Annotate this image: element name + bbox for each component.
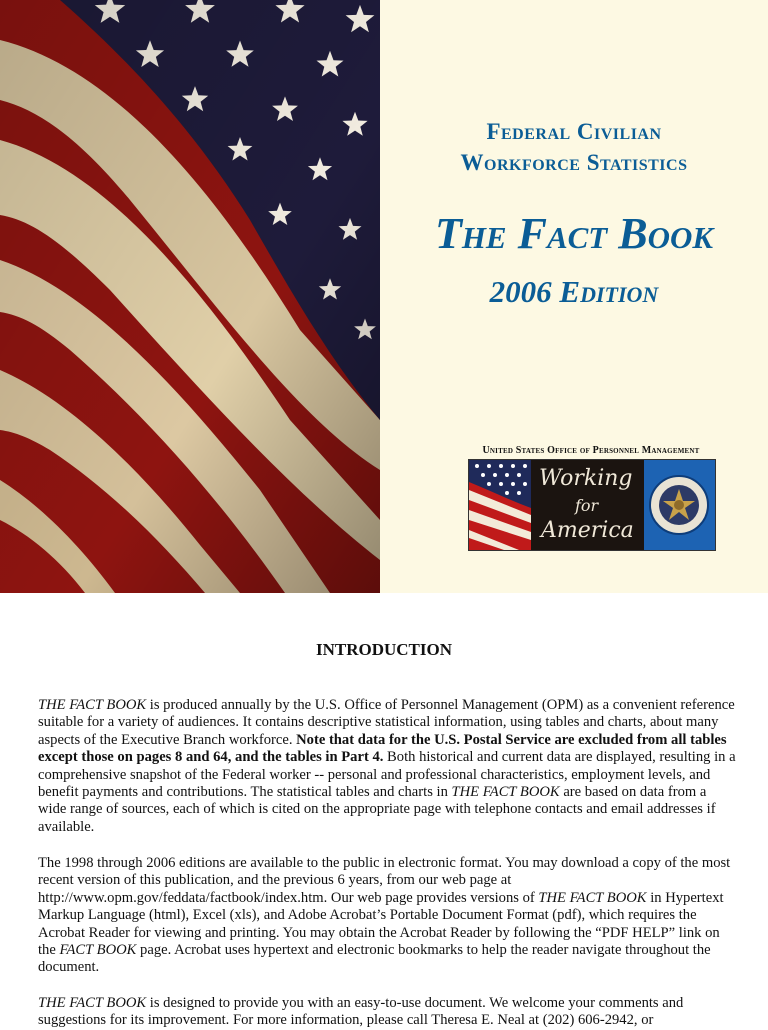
paragraph-text: in Hypertext Markup Language (html), Excel (xls), and Adobe Acrobat’s Portable Document Format (pdf), which requires the Acrobat Reader for viewing and printing. You may obtain the Acrobat Reader by following the “PDF HELP” link on the: [38, 889, 724, 959]
edition-label: 2006 Edition: [489, 274, 659, 309]
book-title: The Fact Book: [434, 209, 714, 258]
paragraph-text: page. Acrobat uses hypertext and electronic bookmarks to help the reader navigate throughout the document.: [38, 942, 711, 976]
intro-heading: INTRODUCTION: [315, 640, 453, 659]
paragraph-text: is produced annually by the U.S. Office of Personnel Management (OPM) as a convenient reference suitable for a variety of audiences. It contains descriptive statistical information, using tables and charts, about many aspects of the Executive Branch workforce.: [38, 697, 735, 748]
flag-photo: [0, 0, 380, 593]
intro-paragraph-1: [38, 697, 736, 836]
subtitle-line-1: Federal Civilian: [486, 119, 662, 144]
logo-word-1: Working: [539, 466, 633, 491]
logo-word-3: America: [541, 518, 634, 543]
agency-name: United States Office of Personnel Management: [482, 445, 700, 456]
logo-word-2: for: [575, 496, 599, 515]
book-name: FACT BOOK: [59, 942, 137, 959]
book-name: THE FACT BOOK: [451, 784, 560, 801]
paragraph-text: Both historical and current data are displayed, resulting in a comprehensive snapshot of the Federal worker -- personal and professional characteristics, employment levels, and benefit payments and contributions. The statistical tables and charts in: [38, 749, 736, 801]
book-name: THE FACT BOOK: [538, 889, 647, 906]
intro-paragraph-3: [38, 995, 736, 1030]
working-for-america-logo: [468, 459, 716, 551]
book-name: THE FACT BOOK: [38, 995, 147, 1011]
postal-note: Note that data for the U.S. Postal Service are excluded from all tables except those on pages 8 and 64, and the tables in Part 4.: [38, 731, 727, 766]
book-name: THE FACT BOOK: [38, 697, 147, 713]
logo-flag-icon: [469, 460, 531, 550]
paragraph-text: is designed to provide you with an easy-to-use document. We welcome your comments and suggestions for its improvement. For more information, please call Theresa E. Neal at (202) 606-2942, or: [38, 995, 684, 1029]
intro-paragraph-2: [38, 855, 736, 977]
paragraph-text: The 1998 through 2006 editions are available to the public in electronic format. You may download a copy of the most recent version of this publication, and the previous 6 years, from our web page at http://www.opm.gov/feddata/factbook/index.htm. Our web page provides versions of: [38, 855, 731, 906]
opm-seal-icon: [644, 460, 715, 550]
paragraph-text: are based on data from a wide range of sources, each of which is cited on the appropriate page with telephone contacts and email addresses if available.: [38, 784, 716, 835]
logo-script-text: [531, 460, 644, 550]
subtitle-line-2: Workforce Statistics: [460, 150, 688, 175]
opm-logo-block: [467, 445, 715, 543]
